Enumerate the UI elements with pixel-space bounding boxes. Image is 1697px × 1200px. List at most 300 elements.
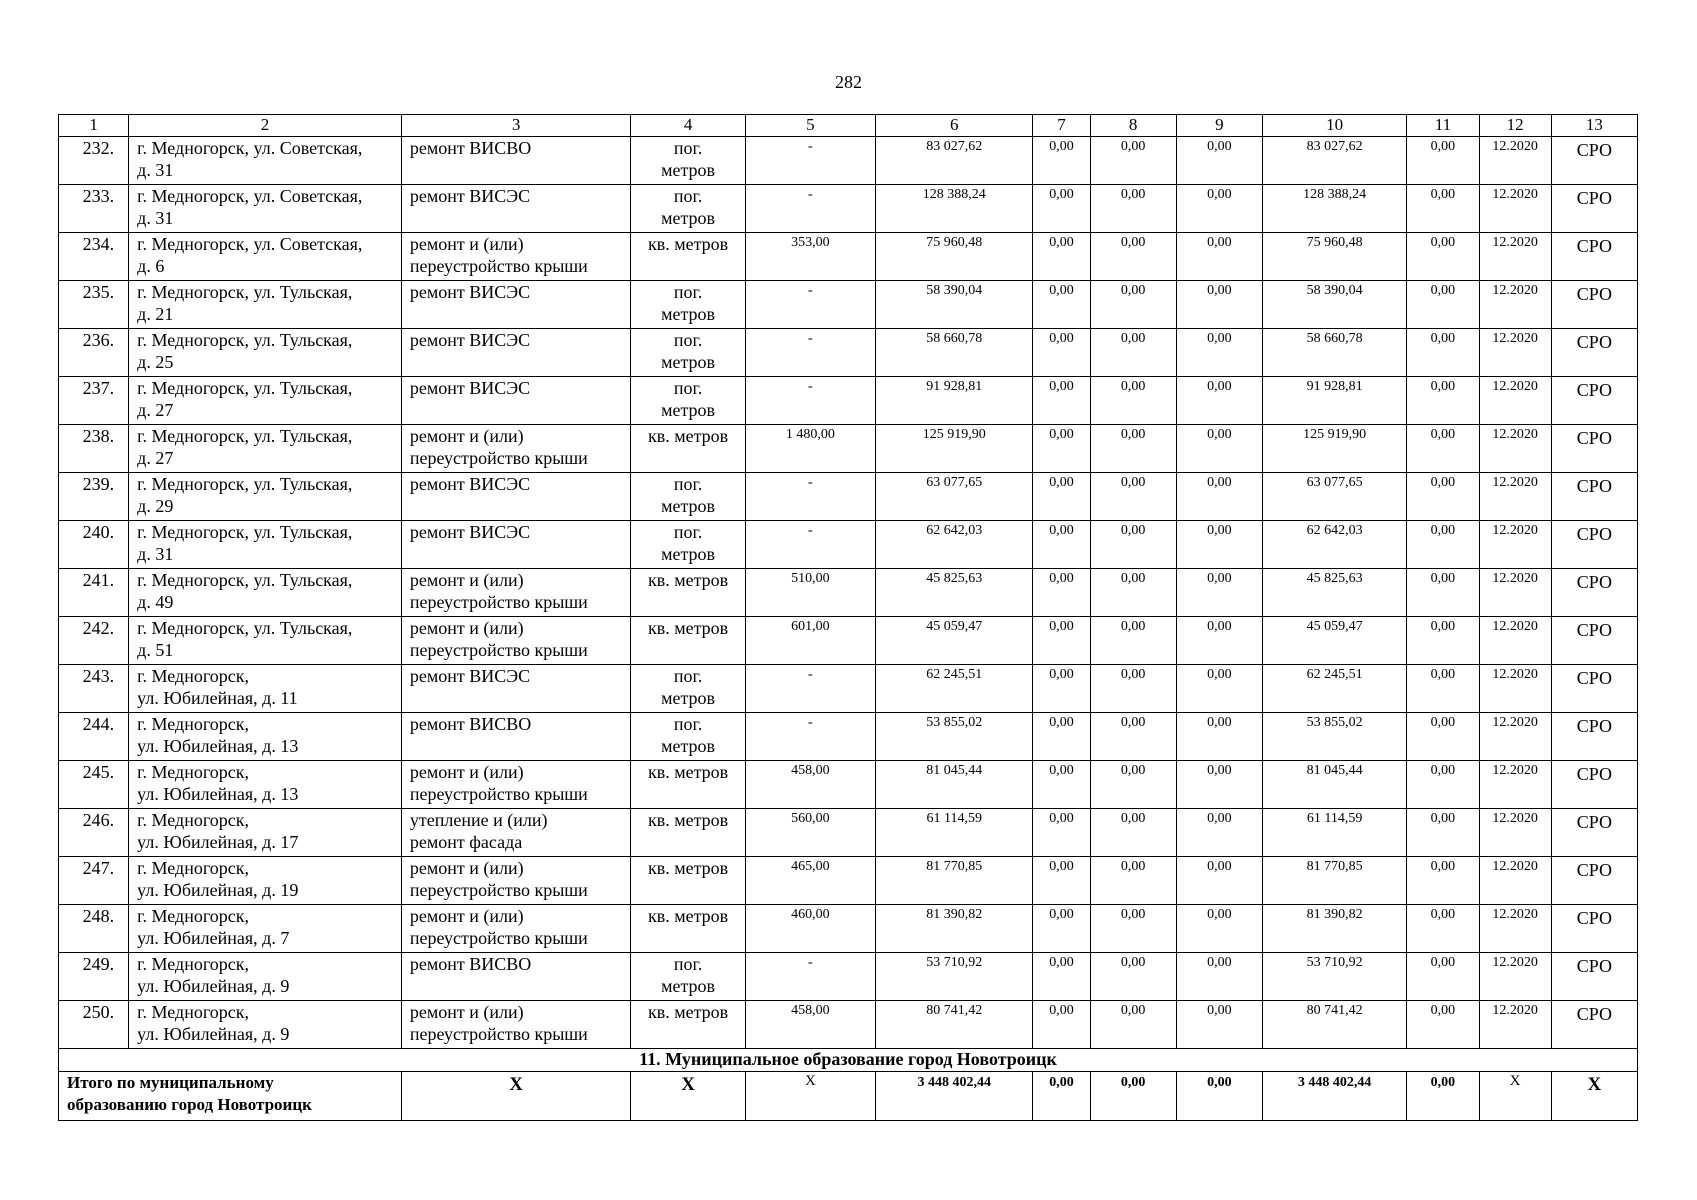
value-c6 <box>876 953 1033 1001</box>
table-row <box>59 329 1638 377</box>
value-c7 <box>1033 713 1090 761</box>
value-c6 <box>876 473 1033 521</box>
value-c6-line: 45 059,47 <box>926 619 983 634</box>
work-type-cell-line: ремонт фасада <box>409 832 523 852</box>
value-c9 <box>1176 569 1262 617</box>
value-c12-line: 12.2020 <box>1492 763 1538 778</box>
unit-cell-line: пог. <box>673 378 703 398</box>
value-c7 <box>1033 137 1090 185</box>
value-c9-line: 0,00 <box>1207 907 1232 922</box>
value-c9 <box>1176 137 1262 185</box>
value-c10-line: 80 741,42 <box>1306 1003 1363 1018</box>
unit-cell <box>631 905 745 953</box>
row-number-line: 242. <box>82 618 115 638</box>
value-c9 <box>1176 617 1262 665</box>
value-c12-line: 12.2020 <box>1492 715 1538 730</box>
row-number-line: 243. <box>82 666 115 686</box>
value-c10-line: 81 770,85 <box>1306 859 1363 874</box>
value-c9-line: 0,00 <box>1207 763 1232 778</box>
work-type-cell-line: ремонт ВИСЭС <box>409 330 531 350</box>
unit-cell <box>631 425 745 473</box>
value-c12 <box>1479 185 1551 233</box>
work-type-cell-line: ремонт ВИСЭС <box>409 666 531 686</box>
contractor-cell <box>1551 617 1637 665</box>
address-cell-line: д. 27 <box>137 400 174 420</box>
address-cell <box>129 281 402 329</box>
value-c9-line: 0,00 <box>1207 811 1232 826</box>
table-row <box>59 377 1638 425</box>
address-cell-line: д. 31 <box>137 544 174 564</box>
contractor-cell-line: СРО <box>1576 908 1612 928</box>
value-c10-line: 81 390,82 <box>1306 907 1363 922</box>
address-cell <box>129 761 402 809</box>
value-c5-line: - <box>808 715 813 730</box>
work-type-cell-line: переустройство крыши <box>409 592 588 612</box>
address-cell <box>129 1001 402 1049</box>
address-cell-line: г. Медногорск, ул. Тульская, <box>137 426 353 446</box>
value-c5-line: - <box>808 379 813 394</box>
value-c5 <box>745 857 875 905</box>
row-number <box>59 665 129 713</box>
unit-cell-line: кв. метров <box>647 618 729 638</box>
value-c8 <box>1090 857 1176 905</box>
value-c7-line: 0,00 <box>1049 811 1074 826</box>
row-number <box>59 185 129 233</box>
column-number-12: 12 <box>1479 115 1551 137</box>
contractor-cell <box>1551 377 1637 425</box>
value-c7-line: 0,00 <box>1049 283 1074 298</box>
contractor-cell-line: СРО <box>1576 620 1612 640</box>
work-type-cell-line: переустройство крыши <box>409 928 588 948</box>
value-c12 <box>1479 1001 1551 1049</box>
unit-cell-line: метров <box>661 400 716 420</box>
work-type-cell-line: ремонт и (или) <box>409 234 524 254</box>
value-c7-line: 0,00 <box>1049 379 1074 394</box>
row-number <box>59 473 129 521</box>
value-c7-line: 0,00 <box>1049 667 1074 682</box>
value-c10 <box>1262 569 1406 617</box>
column-number-8: 8 <box>1090 115 1176 137</box>
total-c11-line: 0,00 <box>1430 1075 1456 1090</box>
value-c10 <box>1262 377 1406 425</box>
table-row <box>59 761 1638 809</box>
table-row <box>59 137 1638 185</box>
address-cell-line: ул. Юбилейная, д. 17 <box>137 832 299 852</box>
value-c7-line: 0,00 <box>1049 955 1074 970</box>
value-c6 <box>876 761 1033 809</box>
value-c6-line: 58 660,78 <box>926 331 983 346</box>
value-c11 <box>1407 425 1479 473</box>
value-c10-line: 62 642,03 <box>1306 523 1363 538</box>
value-c8 <box>1090 233 1176 281</box>
value-c8-line: 0,00 <box>1120 955 1146 970</box>
value-c11 <box>1407 809 1479 857</box>
total-c8-line: 0,00 <box>1120 1075 1146 1090</box>
column-number-row <box>59 115 1638 137</box>
value-c9 <box>1176 761 1262 809</box>
value-c10-line: 53 855,02 <box>1306 715 1363 730</box>
value-c7 <box>1033 953 1090 1001</box>
value-c7 <box>1033 761 1090 809</box>
total-c4 <box>631 1072 745 1121</box>
value-c11 <box>1407 713 1479 761</box>
column-number-3: 3 <box>401 115 631 137</box>
column-number-11: 11 <box>1407 115 1479 137</box>
address-cell <box>129 569 402 617</box>
value-c12-line: 12.2020 <box>1492 523 1538 538</box>
column-number-6: 6 <box>876 115 1033 137</box>
unit-cell-line: пог. <box>673 666 703 686</box>
address-cell-line: д. 49 <box>137 592 174 612</box>
value-c5 <box>745 905 875 953</box>
unit-cell-line: метров <box>661 976 716 996</box>
value-c8-line: 0,00 <box>1120 379 1146 394</box>
value-c9 <box>1176 233 1262 281</box>
unit-cell-line: метров <box>661 304 716 324</box>
contractor-cell-line: СРО <box>1576 332 1612 352</box>
row-number-line: 245. <box>82 762 115 782</box>
value-c12-line: 12.2020 <box>1492 331 1538 346</box>
value-c11 <box>1407 857 1479 905</box>
value-c9 <box>1176 713 1262 761</box>
table-row <box>59 809 1638 857</box>
address-cell-line: д. 31 <box>137 160 174 180</box>
work-type-cell-line: переустройство крыши <box>409 1024 588 1044</box>
value-c8-line: 0,00 <box>1120 523 1146 538</box>
value-c12 <box>1479 713 1551 761</box>
address-cell-line: ул. Юбилейная, д. 13 <box>137 784 299 804</box>
contractor-cell-line: СРО <box>1576 860 1612 880</box>
section-title <box>59 1049 1638 1072</box>
value-c10 <box>1262 329 1406 377</box>
contractor-cell <box>1551 185 1637 233</box>
value-c6-line: 53 855,02 <box>926 715 983 730</box>
value-c6 <box>876 137 1033 185</box>
work-type-cell <box>401 857 631 905</box>
work-type-cell-line: переустройство крыши <box>409 784 588 804</box>
value-c10-line: 81 045,44 <box>1306 763 1363 778</box>
address-cell-line: г. Медногорск, ул. Советская, <box>137 234 363 254</box>
work-type-cell-line: переустройство крыши <box>409 640 588 660</box>
value-c12-line: 12.2020 <box>1492 187 1538 202</box>
address-cell-line: д. 21 <box>137 304 174 324</box>
row-number-line: 232. <box>82 138 115 158</box>
unit-cell-line: метров <box>661 208 716 228</box>
value-c9 <box>1176 281 1262 329</box>
unit-cell-line: кв. метров <box>647 234 729 254</box>
unit-cell-line: кв. метров <box>647 1002 729 1022</box>
address-cell-line: ул. Юбилейная, д. 9 <box>137 1024 290 1044</box>
work-type-cell-line: ремонт ВИСЭС <box>409 474 531 494</box>
value-c9 <box>1176 473 1262 521</box>
value-c10-line: 62 245,51 <box>1306 667 1363 682</box>
unit-cell-line: пог. <box>673 522 703 542</box>
value-c10 <box>1262 665 1406 713</box>
total-c12-line: X <box>1509 1073 1521 1089</box>
unit-cell-line: пог. <box>673 282 703 302</box>
value-c10-line: 75 960,48 <box>1306 235 1363 250</box>
contractor-cell-line: СРО <box>1576 524 1612 544</box>
value-c12-line: 12.2020 <box>1492 139 1538 154</box>
value-c12-line: 12.2020 <box>1492 955 1538 970</box>
row-number-line: 234. <box>82 234 115 254</box>
row-number <box>59 233 129 281</box>
value-c7 <box>1033 665 1090 713</box>
unit-cell-line: кв. метров <box>647 858 729 878</box>
value-c7 <box>1033 185 1090 233</box>
value-c6-line: 81 045,44 <box>926 763 983 778</box>
value-c8 <box>1090 569 1176 617</box>
row-number <box>59 857 129 905</box>
address-cell-line: г. Медногорск, ул. Тульская, <box>137 570 353 590</box>
address-cell-line: г. Медногорск, ул. Тульская, <box>137 474 353 494</box>
row-number-line: 236. <box>82 330 115 350</box>
value-c9 <box>1176 425 1262 473</box>
address-cell-line: д. 6 <box>137 256 165 276</box>
work-type-cell-line: ремонт и (или) <box>409 426 524 446</box>
value-c11 <box>1407 281 1479 329</box>
value-c5-line: 1 480,00 <box>785 427 835 442</box>
value-c11-line: 0,00 <box>1430 955 1456 970</box>
value-c7 <box>1033 569 1090 617</box>
section-title-line: 11. Муниципальное образование город Новотроицк <box>639 1049 1057 1069</box>
value-c6-line: 81 770,85 <box>926 859 983 874</box>
work-type-cell-line: ремонт ВИСЭС <box>409 186 531 206</box>
value-c8-line: 0,00 <box>1120 859 1146 874</box>
work-type-cell-line: ремонт ВИСЭС <box>409 378 531 398</box>
address-cell-line: г. Медногорск, ул. Советская, <box>137 186 363 206</box>
value-c11 <box>1407 617 1479 665</box>
value-c8-line: 0,00 <box>1120 235 1146 250</box>
contractor-cell-line: СРО <box>1576 236 1612 256</box>
works-table <box>58 114 1638 1121</box>
value-c9 <box>1176 665 1262 713</box>
work-type-cell-line: ремонт ВИСЭС <box>409 282 531 302</box>
address-cell-line: г. Медногорск, ул. Тульская, <box>137 282 353 302</box>
value-c12 <box>1479 377 1551 425</box>
contractor-cell <box>1551 1001 1637 1049</box>
value-c8-line: 0,00 <box>1120 1003 1146 1018</box>
value-c8 <box>1090 617 1176 665</box>
value-c11 <box>1407 1001 1479 1049</box>
value-c10-line: 45 059,47 <box>1306 619 1363 634</box>
contractor-cell <box>1551 665 1637 713</box>
work-type-cell-line: ремонт и (или) <box>409 858 524 878</box>
value-c5-line: 460,00 <box>791 907 830 922</box>
work-type-cell <box>401 377 631 425</box>
address-cell-line: г. Медногорск, <box>137 954 250 974</box>
value-c11 <box>1407 521 1479 569</box>
value-c10-line: 91 928,81 <box>1306 379 1363 394</box>
contractor-cell <box>1551 329 1637 377</box>
value-c12-line: 12.2020 <box>1492 571 1538 586</box>
value-c6 <box>876 713 1033 761</box>
row-number <box>59 425 129 473</box>
value-c11-line: 0,00 <box>1430 379 1456 394</box>
contractor-cell <box>1551 521 1637 569</box>
value-c7 <box>1033 281 1090 329</box>
row-number <box>59 281 129 329</box>
address-cell-line: г. Медногорск, ул. Тульская, <box>137 330 353 350</box>
value-c7-line: 0,00 <box>1049 475 1074 490</box>
value-c7 <box>1033 617 1090 665</box>
work-type-cell <box>401 137 631 185</box>
work-type-cell-line: ремонт и (или) <box>409 618 524 638</box>
value-c6-line: 63 077,65 <box>926 475 983 490</box>
page-number: 282 <box>835 72 862 92</box>
row-number-line: 239. <box>82 474 115 494</box>
value-c9 <box>1176 1001 1262 1049</box>
value-c6-line: 91 928,81 <box>926 379 983 394</box>
value-c5-line: 601,00 <box>791 619 830 634</box>
row-number <box>59 809 129 857</box>
value-c7 <box>1033 905 1090 953</box>
table-row <box>59 425 1638 473</box>
value-c6-line: 125 919,90 <box>922 427 986 442</box>
value-c11 <box>1407 329 1479 377</box>
value-c7 <box>1033 473 1090 521</box>
value-c6 <box>876 665 1033 713</box>
value-c7-line: 0,00 <box>1049 715 1074 730</box>
unit-cell-line: метров <box>661 544 716 564</box>
value-c5-line: 510,00 <box>791 571 830 586</box>
value-c7 <box>1033 425 1090 473</box>
value-c12 <box>1479 953 1551 1001</box>
value-c12 <box>1479 233 1551 281</box>
address-cell <box>129 809 402 857</box>
work-type-cell-line: ремонт и (или) <box>409 906 524 926</box>
address-cell <box>129 377 402 425</box>
address-cell-line: г. Медногорск, <box>137 762 250 782</box>
value-c10 <box>1262 233 1406 281</box>
row-number-line: 238. <box>82 426 115 446</box>
contractor-cell-line: СРО <box>1576 380 1612 400</box>
section-row <box>59 1049 1638 1072</box>
address-cell <box>129 233 402 281</box>
value-c5-line: 560,00 <box>791 811 830 826</box>
address-cell-line: д. 25 <box>137 352 174 372</box>
value-c7-line: 0,00 <box>1049 571 1074 586</box>
value-c5 <box>745 665 875 713</box>
value-c5 <box>745 521 875 569</box>
row-number-line: 240. <box>82 522 115 542</box>
value-c12 <box>1479 137 1551 185</box>
value-c9-line: 0,00 <box>1207 571 1232 586</box>
value-c11 <box>1407 953 1479 1001</box>
contractor-cell <box>1551 953 1637 1001</box>
value-c11 <box>1407 137 1479 185</box>
value-c9-line: 0,00 <box>1207 235 1232 250</box>
value-c10 <box>1262 953 1406 1001</box>
value-c8 <box>1090 473 1176 521</box>
address-cell-line: д. 31 <box>137 208 174 228</box>
address-cell <box>129 665 402 713</box>
value-c5 <box>745 569 875 617</box>
value-c5 <box>745 809 875 857</box>
column-number-9: 9 <box>1176 115 1262 137</box>
value-c5-line: - <box>808 283 813 298</box>
unit-cell-line: пог. <box>673 474 703 494</box>
row-number <box>59 953 129 1001</box>
value-c12-line: 12.2020 <box>1492 427 1538 442</box>
value-c8 <box>1090 137 1176 185</box>
value-c9-line: 0,00 <box>1207 1003 1232 1018</box>
value-c5-line: 465,00 <box>791 859 830 874</box>
value-c11-line: 0,00 <box>1430 235 1456 250</box>
value-c10 <box>1262 185 1406 233</box>
value-c7-line: 0,00 <box>1049 619 1074 634</box>
table-row <box>59 953 1638 1001</box>
value-c5-line: 458,00 <box>791 1003 830 1018</box>
contractor-cell-line: СРО <box>1576 1004 1612 1024</box>
value-c7-line: 0,00 <box>1049 235 1074 250</box>
value-c9-line: 0,00 <box>1207 427 1232 442</box>
value-c7 <box>1033 809 1090 857</box>
value-c9 <box>1176 377 1262 425</box>
work-type-cell <box>401 569 631 617</box>
value-c10 <box>1262 617 1406 665</box>
unit-cell-line: метров <box>661 688 716 708</box>
value-c6 <box>876 329 1033 377</box>
value-c12-line: 12.2020 <box>1492 235 1538 250</box>
value-c10 <box>1262 761 1406 809</box>
value-c8-line: 0,00 <box>1120 907 1146 922</box>
value-c6-line: 83 027,62 <box>926 139 983 154</box>
unit-cell <box>631 761 745 809</box>
address-cell-line: г. Медногорск, ул. Тульская, <box>137 618 353 638</box>
address-cell-line: г. Медногорск, ул. Тульская, <box>137 378 353 398</box>
row-number-line: 247. <box>82 858 115 878</box>
table-row <box>59 185 1638 233</box>
value-c12-line: 12.2020 <box>1492 859 1538 874</box>
value-c9-line: 0,00 <box>1207 331 1232 346</box>
work-type-cell-line: переустройство крыши <box>409 880 588 900</box>
value-c9-line: 0,00 <box>1207 475 1232 490</box>
value-c10 <box>1262 857 1406 905</box>
total-label-line: Итого по муниципальному <box>67 1073 274 1092</box>
value-c12 <box>1479 281 1551 329</box>
value-c8 <box>1090 281 1176 329</box>
work-type-cell <box>401 617 631 665</box>
unit-cell-line: метров <box>661 160 716 180</box>
value-c7-line: 0,00 <box>1049 1003 1074 1018</box>
value-c6 <box>876 617 1033 665</box>
value-c6-line: 81 390,82 <box>926 907 983 922</box>
value-c12-line: 12.2020 <box>1492 907 1538 922</box>
row-number-line: 241. <box>82 570 115 590</box>
value-c9-line: 0,00 <box>1207 283 1232 298</box>
value-c9-line: 0,00 <box>1207 379 1232 394</box>
unit-cell-line: метров <box>661 496 716 516</box>
total-c12 <box>1479 1072 1551 1121</box>
value-c11-line: 0,00 <box>1430 139 1456 154</box>
address-cell <box>129 329 402 377</box>
contractor-cell <box>1551 473 1637 521</box>
value-c12 <box>1479 905 1551 953</box>
value-c8 <box>1090 1001 1176 1049</box>
table-row <box>59 521 1638 569</box>
value-c11 <box>1407 233 1479 281</box>
value-c11-line: 0,00 <box>1430 859 1456 874</box>
value-c11-line: 0,00 <box>1430 907 1456 922</box>
value-c9-line: 0,00 <box>1207 715 1232 730</box>
unit-cell <box>631 281 745 329</box>
value-c12 <box>1479 521 1551 569</box>
value-c5 <box>745 377 875 425</box>
total-row <box>59 1072 1638 1121</box>
row-number <box>59 377 129 425</box>
value-c8 <box>1090 329 1176 377</box>
